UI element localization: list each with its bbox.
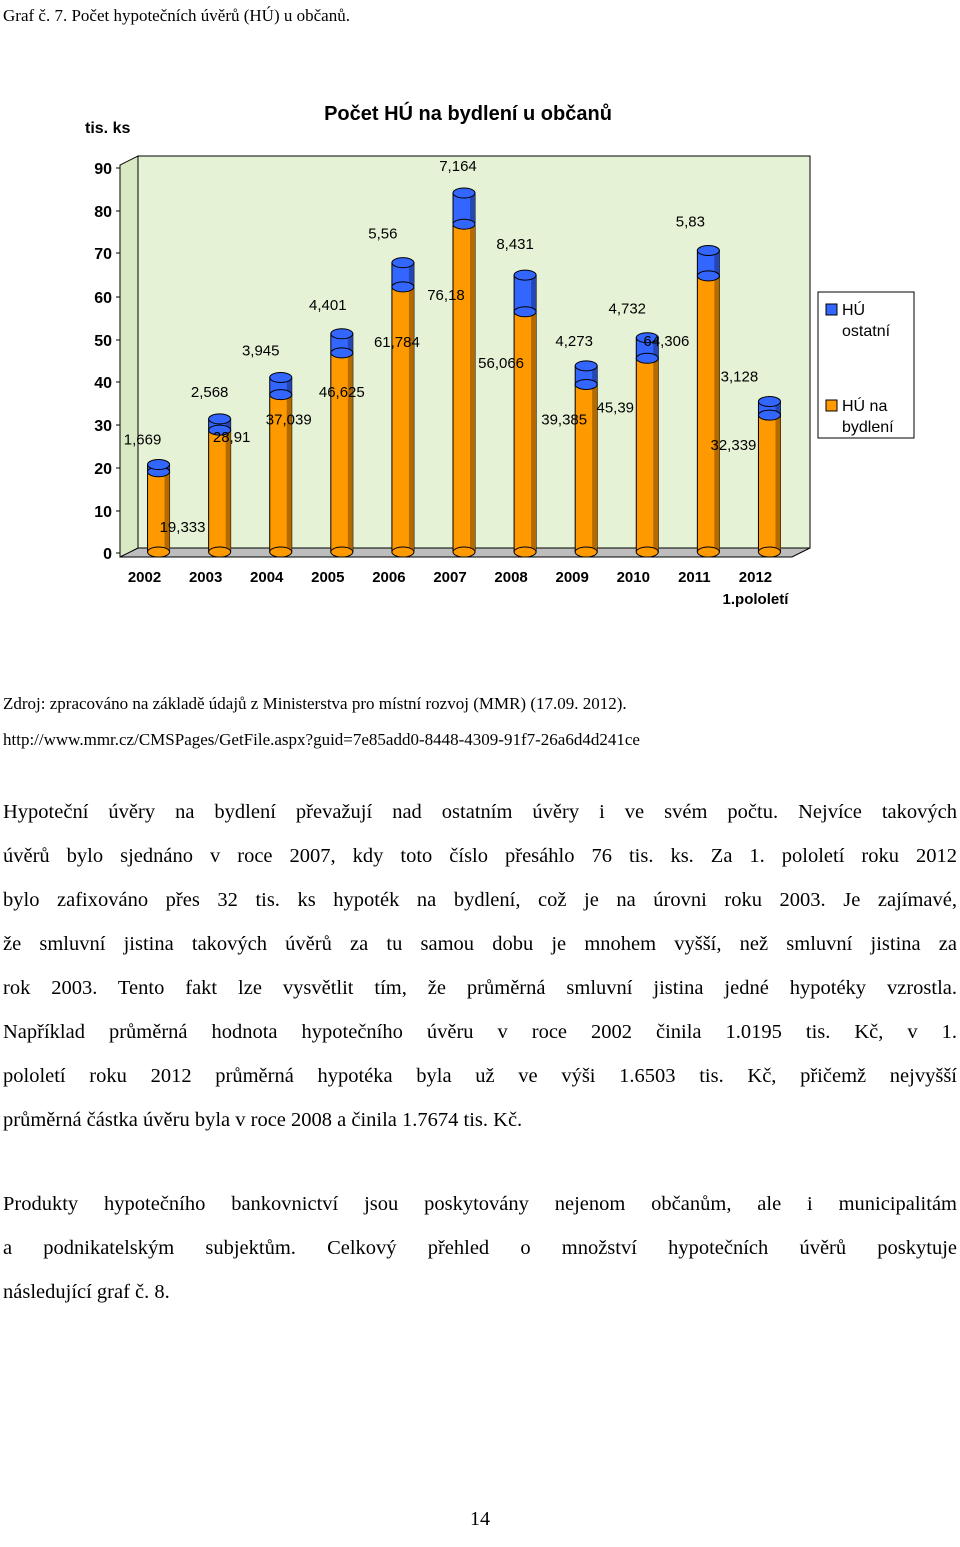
data-label-hu-na-bydleni: 39,385 xyxy=(541,411,588,429)
bar-hu-na-bydleni-2010 xyxy=(636,358,658,557)
y-tick-label: 50 xyxy=(94,333,112,350)
y-tick-label: 70 xyxy=(94,246,112,263)
data-label-hu-na-bydleni: 76,18 xyxy=(427,287,465,305)
data-label-hu-ostatni: 4,273 xyxy=(555,332,593,350)
bar-hu-na-bydleni-2005-shade xyxy=(348,353,353,552)
chart-title: Počet HÚ na bydlení u občanů xyxy=(324,103,612,125)
y-tick-label: 90 xyxy=(94,161,112,178)
bar-hu-ostatni-2004-cap xyxy=(270,372,292,382)
paragraph-line: a podnikatelským subjektům. Celkový přehled o množství hypotečních úvěrů poskytuje xyxy=(3,1237,957,1259)
paragraph-line: průměrná částka úvěru byla v roce 2008 a činila 1.7674 tis. Kč. xyxy=(3,1109,523,1131)
data-label-hu-na-bydleni: 64,306 xyxy=(643,332,690,350)
data-label-hu-na-bydleni: 61,784 xyxy=(373,333,420,351)
bar-hu-ostatni-2010-base xyxy=(636,353,658,363)
x-tick-label: 2010 xyxy=(616,569,650,586)
bar-hu-na-bydleni-2009 xyxy=(575,384,597,557)
bar-hu-ostatni-2012-base xyxy=(758,410,780,420)
data-label-hu-na-bydleni: 46,625 xyxy=(318,383,365,401)
paragraph-line: rok 2003. Tento fakt lze vysvětlit tím, že průměrná smluvní jistina jedné hypotéky vzrostla. xyxy=(3,977,957,999)
bar-hu-ostatni-2003-cap xyxy=(209,414,231,424)
bar-hu-na-bydleni-2002-shade xyxy=(165,472,170,552)
plot-side-wall xyxy=(120,156,138,557)
data-label-hu-ostatni: 3,945 xyxy=(241,342,280,360)
bar-hu-na-bydleni-2007 xyxy=(453,224,475,557)
bar-hu-ostatni-2004 xyxy=(270,372,292,399)
bar-hu-ostatni-2008-base xyxy=(514,307,536,317)
chart-unit-label: tis. ks xyxy=(85,120,131,137)
data-label-hu-na-bydleni: 32,339 xyxy=(710,437,757,455)
paragraph-mortgage-counts xyxy=(3,790,957,1142)
data-label-hu-ostatni: 3,128 xyxy=(720,368,759,386)
bar-hu-ostatni-2012-cap xyxy=(758,397,780,407)
bar-hu-na-bydleni-2008 xyxy=(514,312,536,557)
bar-hu-ostatni-2006-base xyxy=(392,282,414,292)
bar-hu-na-bydleni-2006-shade xyxy=(409,287,414,552)
bar-hu-na-bydleni-2005-base xyxy=(331,547,353,557)
bar-hu-ostatni-2011 xyxy=(697,246,719,281)
data-label-hu-ostatni: 4,732 xyxy=(608,300,647,318)
y-tick-label: 60 xyxy=(94,290,112,307)
bar-hu-ostatni-2009-base xyxy=(575,379,597,389)
bar-hu-na-bydleni-2011 xyxy=(697,276,719,557)
bar-hu-na-bydleni-2009-base xyxy=(575,547,597,557)
x-tick-label: 2003 xyxy=(188,569,223,586)
data-label-hu-ostatni: 7,164 xyxy=(439,157,477,175)
x-tick-label: 2006 xyxy=(372,569,406,586)
data-label-hu-ostatni: 4,401 xyxy=(309,296,347,314)
data-label-hu-na-bydleni: 37,039 xyxy=(265,411,312,429)
bar-hu-na-bydleni-2010-shade xyxy=(653,358,658,552)
bar-hu-ostatni-2008-cap xyxy=(514,270,536,280)
legend-swatch-hu-ostatni xyxy=(826,304,837,315)
bar-hu-ostatni-2009-cap xyxy=(575,361,597,371)
y-tick-label: 30 xyxy=(94,418,112,435)
bar-hu-ostatni-2011-cap xyxy=(697,246,719,256)
data-label-hu-na-bydleni: 56,066 xyxy=(478,354,525,372)
bar-hu-na-bydleni-2008-base xyxy=(514,547,536,557)
legend-swatch-hu-na-bydleni xyxy=(826,400,837,411)
y-tick-label: 20 xyxy=(94,461,112,478)
bar-hu-ostatni-2004-base xyxy=(270,390,292,400)
y-tick-label: 40 xyxy=(94,375,112,392)
bar-hu-na-bydleni-2007-base xyxy=(453,547,475,557)
bar-hu-na-bydleni-2011-base xyxy=(697,547,719,557)
mortgage-count-chart xyxy=(0,95,960,625)
bar-hu-na-bydleni-2008-shade xyxy=(531,312,536,552)
bar-hu-na-bydleni-2003 xyxy=(209,430,231,557)
data-label-hu-ostatni: 5,56 xyxy=(368,225,398,243)
x-tick-label: 2009 xyxy=(555,569,589,586)
bar-hu-ostatni-2006 xyxy=(392,258,414,292)
y-tick-label: 80 xyxy=(94,204,112,221)
bar-hu-na-bydleni-2012-shade xyxy=(775,415,780,552)
bar-hu-ostatni-2012 xyxy=(758,397,780,421)
bar-hu-na-bydleni-2010-base xyxy=(636,547,658,557)
bar-hu-ostatni-2005-base xyxy=(331,348,353,358)
x-tick-label: 2012 xyxy=(738,569,773,586)
bar-hu-na-bydleni-2004-base xyxy=(270,547,292,557)
source-text: Zdroj: zpracováno na základě údajů z Ministerstva pro místní rozvoj (MMR) (17.09. 2012). xyxy=(3,694,627,713)
bar-hu-ostatni-2007 xyxy=(453,188,475,229)
bar-hu-ostatni-2005 xyxy=(331,329,353,358)
bar-hu-ostatni-2002 xyxy=(148,460,170,477)
paragraph-line: pololetí roku 2012 průměrná hypotéka byla už ve výši 1.6503 tis. Kč, přičemž nejvyšší xyxy=(3,1065,957,1087)
bar-hu-ostatni-2007-cap xyxy=(453,188,475,198)
bar-hu-ostatni-2005-cap xyxy=(331,329,353,339)
chart-legend xyxy=(818,292,914,438)
paragraph-line: následující graf č. 8. xyxy=(3,1281,170,1303)
chart-source xyxy=(3,686,640,758)
bar-hu-na-bydleni-2011-shade xyxy=(714,276,719,552)
paragraph-line: úvěrů bylo sjednáno v roce 2007, kdy toto číslo přesáhlo 76 tis. ks. Za 1. pololetí roku 2012 xyxy=(3,845,957,867)
bar-hu-ostatni-2011-base xyxy=(697,271,719,281)
bar-hu-na-bydleni-2007-shade xyxy=(470,224,475,552)
x-tick-label: 2004 xyxy=(250,569,284,586)
x-tick-label: 2011 xyxy=(678,569,711,586)
figure-caption: Graf č. 7. Počet hypotečních úvěrů (HÚ) u občanů. xyxy=(3,6,350,25)
legend-label-hu-ostatni-line1: HÚ xyxy=(842,302,866,319)
bar-hu-na-bydleni-2006 xyxy=(392,287,414,557)
x-tick-label: 2008 xyxy=(494,569,528,586)
y-tick-label: 10 xyxy=(94,504,112,521)
bar-hu-ostatni-2008 xyxy=(514,270,536,317)
x-tick-label: 2002 xyxy=(127,569,162,586)
data-label-hu-na-bydleni: 19,333 xyxy=(159,518,206,536)
y-tick-label: 0 xyxy=(103,546,112,563)
data-label-hu-ostatni: 1,669 xyxy=(123,431,162,449)
bar-hu-na-bydleni-2003-base xyxy=(209,547,231,557)
data-label-hu-ostatni: 2,568 xyxy=(190,383,229,401)
bar-hu-ostatni-2009 xyxy=(575,361,597,390)
legend-label-hu-na-bydleni-line2: bydlení xyxy=(842,419,894,436)
bar-hu-ostatni-2007-base xyxy=(453,219,475,229)
data-label-hu-na-bydleni: 45,39 xyxy=(596,399,635,417)
bar-hu-na-bydleni-2012 xyxy=(758,415,780,557)
bar-hu-ostatni-2007-shade xyxy=(470,193,475,224)
paragraph-line: Produkty hypotečního bankovnictví jsou poskytovány nejenom občanům, ale i municipalitám xyxy=(3,1193,957,1215)
paragraph-line: že smluvní jistina takových úvěrů za tu samou dobu je mnohem vyšší, než smluvní jistina za xyxy=(3,933,957,955)
x-tick-label: 2005 xyxy=(311,569,345,586)
bar-hu-na-bydleni-2006-base xyxy=(392,547,414,557)
page-number: 14 xyxy=(470,1508,490,1530)
data-label-hu-ostatni: 8,431 xyxy=(496,236,534,254)
source-url[interactable]: http://www.mmr.cz/CMSPages/GetFile.aspx?guid=7e85add0-8448-4309-91f7-26a6d4d241ce xyxy=(3,730,640,749)
paragraph-line: bylo zafixováno přes 32 tis. ks hypoték na bydlení, což je na úrovni roku 2003. Je zajímavé, xyxy=(3,889,957,911)
bar-hu-na-bydleni-2002-base xyxy=(148,547,170,557)
bar-hu-ostatni-2006-cap xyxy=(392,258,414,268)
paragraph-line: Hypoteční úvěry na bydlení převažují nad ostatním úvěry i ve svém počtu. Nejvíce takových xyxy=(3,801,957,823)
legend-label-hu-ostatni-line2: ostatní xyxy=(842,323,891,340)
bar-hu-ostatni-2008-shade xyxy=(531,275,536,312)
paragraph-line: Například průměrná hodnota hypotečního úvěru v roce 2002 činila 1.0195 tis. Kč, v 1. xyxy=(3,1021,957,1043)
bar-hu-na-bydleni-2003-shade xyxy=(226,430,231,552)
data-label-hu-na-bydleni: 28,91 xyxy=(212,429,251,447)
bar-hu-ostatni-2002-cap xyxy=(148,460,170,470)
legend-label-hu-na-bydleni-line1: HÚ na xyxy=(842,398,888,415)
x-tick-label: 2007 xyxy=(433,569,467,586)
x-tick-sublabel: 1.pololetí xyxy=(722,591,789,608)
data-label-hu-ostatni: 5,83 xyxy=(675,213,705,231)
bar-hu-na-bydleni-2002 xyxy=(148,472,170,557)
bar-hu-na-bydleni-2012-base xyxy=(758,547,780,557)
paragraph-products xyxy=(3,1182,957,1314)
